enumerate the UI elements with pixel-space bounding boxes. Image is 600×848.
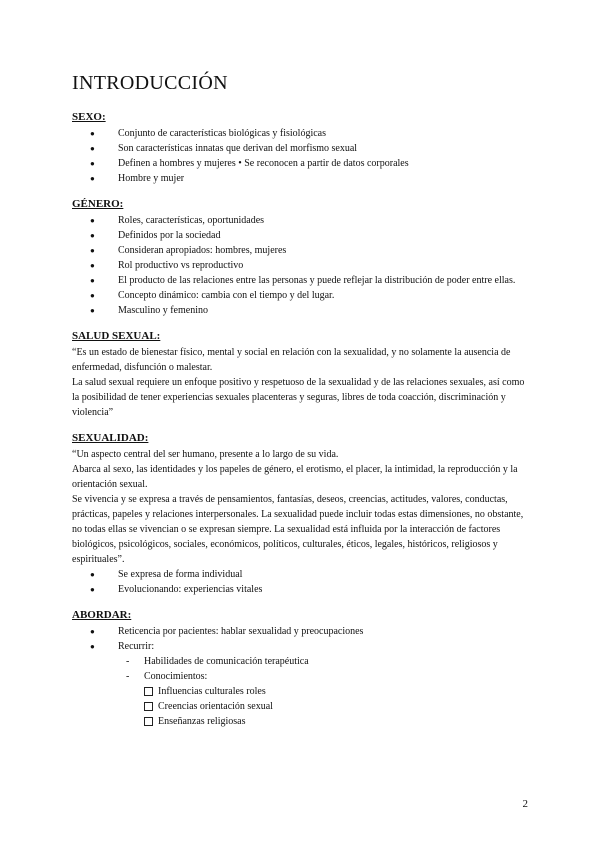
section-salud-sexual (72, 330, 532, 420)
section-heading-salud-sexual: SALUD SEXUAL: (72, 330, 161, 342)
paragraph: “Es un estado de bienestar físico, mental y social en relación con la sexualidad, y no solamente la ausencia de enfermedad, disfunción o malestar. (72, 347, 511, 373)
list-item: ● El producto de las relaciones entre las personas y puede reflejar la distribución de poder entre ellas. (90, 273, 532, 288)
list-item: ● Masculino y femenino (90, 303, 532, 318)
checkbox-label: Influencias culturales roles (158, 686, 266, 697)
sexualidad-list (72, 567, 532, 597)
section-sexualidad (72, 432, 532, 597)
list-item: ● Definen a hombres y mujeres • Se reconocen a partir de datos corporales (90, 156, 532, 171)
checkbox-item (144, 714, 532, 729)
page-title: INTRODUCCIÓN (72, 72, 228, 94)
genero-list (72, 213, 532, 318)
section-sexo (72, 111, 532, 186)
list-item: ● Hombre y mujer (90, 171, 532, 186)
list-item: ● Consideran apropiados: hombres, mujeres (90, 243, 532, 258)
checkbox-item (144, 699, 532, 714)
sub-list-item: - Conocimientos: (126, 669, 532, 684)
abordar-checkbox-list (72, 684, 532, 729)
checkbox-icon (144, 702, 153, 711)
section-heading-genero: GÉNERO: (72, 198, 124, 210)
sexo-list (72, 126, 532, 186)
checkbox-icon (144, 717, 153, 726)
sub-list-item: - Habilidades de comunicación terapéutica (126, 654, 532, 669)
list-item: ● Recurrir: (90, 639, 532, 654)
section-heading-sexo: SEXO: (72, 111, 106, 123)
checkbox-label: Creencias orientación sexual (158, 701, 273, 712)
checkbox-label: Enseñanzas religiosas (158, 716, 246, 727)
section-genero (72, 198, 532, 318)
list-item: ● Se expresa de forma individual (90, 567, 532, 582)
section-heading-sexualidad: SEXUALIDAD: (72, 432, 149, 444)
list-item: ● Definidos por la sociedad (90, 228, 532, 243)
checkbox-icon (144, 687, 153, 696)
abordar-list (72, 624, 532, 654)
page-number: 2 (522, 798, 528, 810)
document-page (72, 72, 532, 741)
paragraph: Se vivencia y se expresa a través de pensamientos, fantasías, deseos, creencias, actitudes, valores, conductas, prácticas, papeles y relaciones interpersonales. La sexualidad puede incluir todas estas dimensiones, no obstante, no todas ellas se vivencian o se expresan siempre. La sexualidad está influida por la interacción de factores biológicos, psicológicos, sociales, económicos, políticos, culturales, éticos, legales, históricos, religiosos y espirituales”. (72, 494, 524, 565)
section-abordar (72, 609, 532, 729)
checkbox-item (144, 684, 532, 699)
list-item: ● Conjunto de características biológicas y fisiológicas (90, 126, 532, 141)
paragraph: Abarca al sexo, las identidades y los papeles de género, el erotismo, el placer, la intimidad, la reproducción y la orientación sexual. (72, 464, 518, 490)
section-heading-abordar: ABORDAR: (72, 609, 132, 621)
list-item: ● Concepto dinámico: cambia con el tiempo y del lugar. (90, 288, 532, 303)
list-item: ● Reticencia por pacientes: hablar sexualidad y preocupaciones (90, 624, 532, 639)
list-item: ● Son características innatas que derivan del morfismo sexual (90, 141, 532, 156)
list-item: ● Roles, características, oportunidades (90, 213, 532, 228)
paragraph: La salud sexual requiere un enfoque positivo y respetuoso de la sexualidad y de las relaciones sexuales, así como la posibilidad de tener experiencias sexuales placenteras y seguras, libres de toda coacción, discriminación y violencia” (72, 377, 525, 418)
list-item: ● Evolucionando: experiencias vitales (90, 582, 532, 597)
list-item: ● Rol productivo vs reproductivo (90, 258, 532, 273)
paragraph: “Un aspecto central del ser humano, presente a lo largo de su vida. (72, 449, 339, 460)
abordar-sub-list (72, 654, 532, 684)
